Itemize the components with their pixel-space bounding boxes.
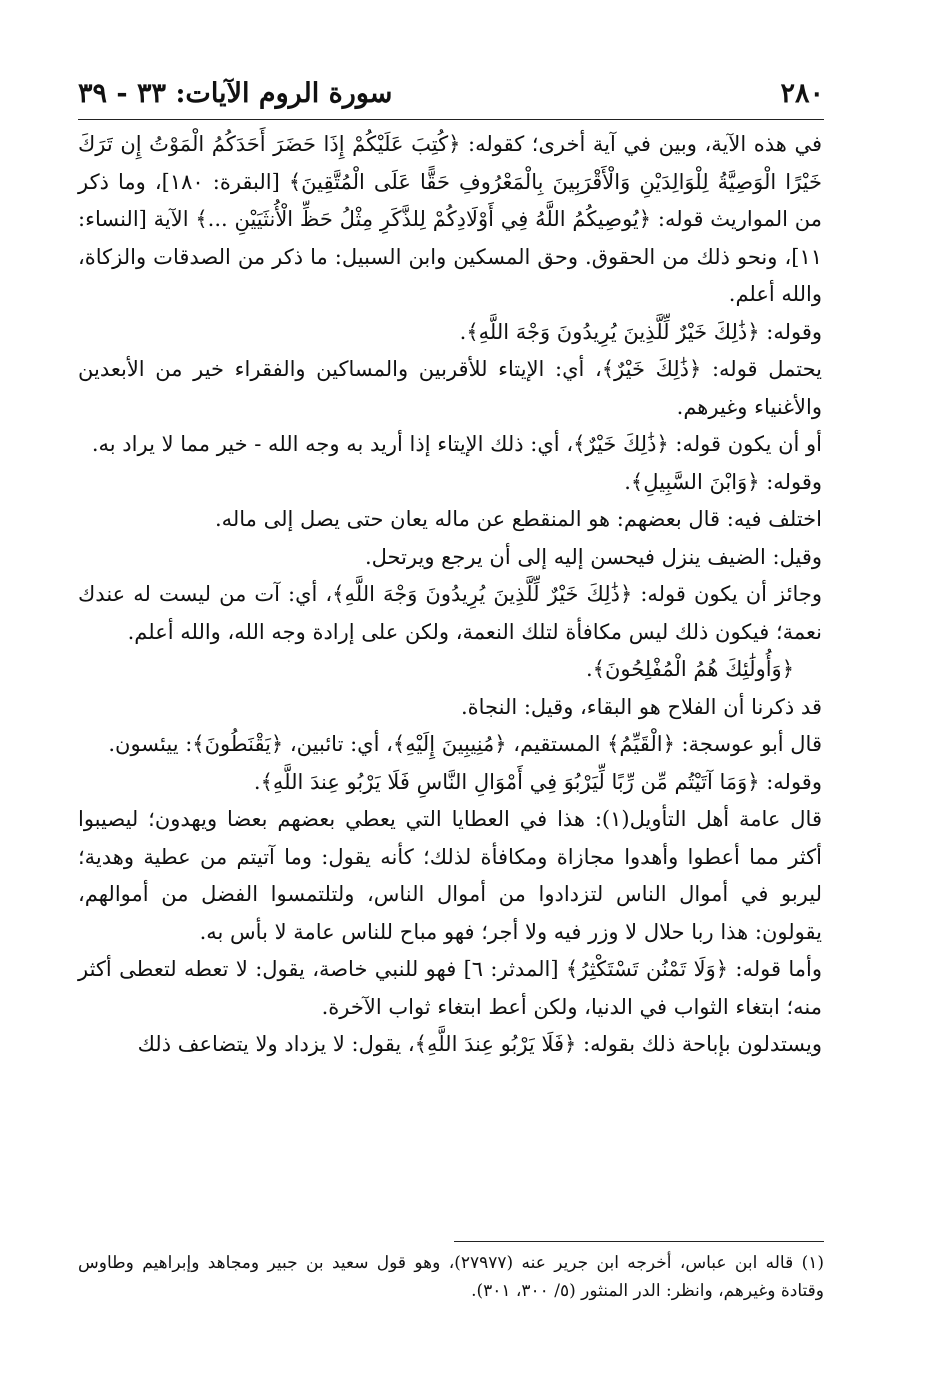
- page-number: ٢٨٠: [780, 77, 824, 109]
- paragraph: ويستدلون بإباحة ذلك بقوله: ﴿فَلَا يَرْبُو عِندَ اللَّهِ﴾، يقول: لا يزداد ولا يتضاعف ذلك: [137, 1032, 822, 1056]
- paragraph: ﴿وَأُولَٰئِكَ هُمُ الْمُفْلِحُونَ﴾.: [585, 657, 794, 681]
- paragraph: وقوله: ﴿وَمَا آتَيْتُم مِّن رِّبًا لِّيَرْبُوَ فِي أَمْوَالِ النَّاسِ فَلَا يَرْبُو عِندَ اللَّهِ﴾.: [253, 769, 822, 794]
- header-rule: [78, 119, 824, 120]
- page-header: [78, 70, 824, 116]
- paragraph: يحتمل قوله: ﴿ذَٰلِكَ خَيْرٌ﴾، أي: الإيتاء للأقربين والمساكين والفقراء خير من الأبعدين والأغنياء وغيرهم.: [78, 357, 822, 419]
- paragraph: اختلف فيه: قال بعضهم: هو المنقطع عن ماله يعان حتى يصل إلى ماله.: [214, 507, 822, 531]
- paragraph: قد ذكرنا أن الفلاح هو البقاء، وقيل: النجاة.: [460, 694, 822, 719]
- main-text: [78, 126, 822, 1064]
- paragraph: وجائز أن يكون قوله: ﴿ذَٰلِكَ خَيْرٌ لِّلَّذِينَ يُرِيدُونَ وَجْهَ اللَّهِ﴾، أي: آت من ليست له عندك نعمة؛ فيكون ذلك ليس مكافأة لتلك النعمة، ولكن على إرادة وجه الله، والله أعلم.: [78, 582, 822, 644]
- paragraph: قال أبو عوسجة: ﴿الْقَيِّمُ﴾ المستقيم، ﴿مُنِيبِينَ إِلَيْهِ﴾، أي: تائبين، ﴿يَقْنَطُونَ﴾: ييئسون.: [108, 732, 822, 756]
- footnote-rule: [454, 1241, 824, 1242]
- paragraph: وأما قوله: ﴿وَلَا تَمْنُن تَسْتَكْثِرُ﴾ [المدثر: ٦] فهو للنبي خاصة، يقول: لا تعطه لتعطى أكثر منه؛ ابتغاء الثواب في الدنيا، ولكن أعط ابتغاء ثواب الآخرة.: [78, 957, 822, 1019]
- paragraph: وقيل: الضيف ينزل فيحسن إليه إلى أن يرجع ويرتحل.: [364, 544, 822, 569]
- paragraph: في هذه الآية، وبين في آية أخرى؛ كقوله: ﴿كُتِبَ عَلَيْكُمْ إِذَا حَضَرَ أَحَدَكُمُ الْمَوْتُ إِن تَرَكَ خَيْرًا الْوَصِيَّةُ لِلْوَالِدَيْنِ وَالْأَقْرَبِينَ بِالْمَعْرُوفِ حَقًّا عَلَى الْمُتَّقِينَ﴾ [البقرة: ١٨٠]، وما ذكر من المواريث قوله: ﴿يُوصِيكُمُ اللَّهُ فِي أَوْلَادِكُمْ لِلذَّكَرِ مِثْلُ حَظِّ الْأُنثَيَيْنِ ...﴾ الآية [النساء: ١١]، ونحو ذلك من الحقوق. وحق المسكين وابن السبيل: ما ذكر من الصدقات والزكاة، والله أعلم.: [78, 132, 822, 306]
- paragraph: قال عامة أهل التأويل(١): هذا في العطايا التي يعطي بعضهم بعضا ويهدون؛ ليصيبوا أكثر مما أعطوا وأهدوا مجازاة ومكافأة لذلك؛ كأنه يقول: وما آتيتم من عطية وهدية؛ ليربو في أموال الناس لتزدادوا من أموال الناس، ولتلتمسوا الفضل من أموالهم، يقولون: هذا ربا حلال لا وزر فيه ولا أجر؛ فهو مباح للناس عامة لا بأس به.: [78, 807, 822, 944]
- paragraph: وقوله: ﴿ذَٰلِكَ خَيْرٌ لِّلَّذِينَ يُرِيدُونَ وَجْهَ اللَّهِ﴾.: [459, 319, 822, 344]
- paragraph: وقوله: ﴿وَابْنَ السَّبِيلِ﴾.: [624, 469, 822, 494]
- paragraph: أو أن يكون قوله: ﴿ذَٰلِكَ خَيْرٌ﴾، أي: ذلك الإيتاء إذا أريد به وجه الله - خير مما لا يراد به.: [91, 432, 822, 456]
- running-title: سورة الروم الآيات: ٣٣ - ٣٩: [78, 77, 393, 109]
- footnotes: [78, 1249, 824, 1305]
- footnote: (١) قاله ابن عباس، أخرجه ابن جرير عنه (٢٧٩٧٧)، وهو قول سعيد بن جبير ومجاهد وإبراهيم وطاوس وقتادة وغيرهم، وانظر: الدر المنثور (٥/ ٣٠٠، ٣٠١).: [78, 1253, 824, 1301]
